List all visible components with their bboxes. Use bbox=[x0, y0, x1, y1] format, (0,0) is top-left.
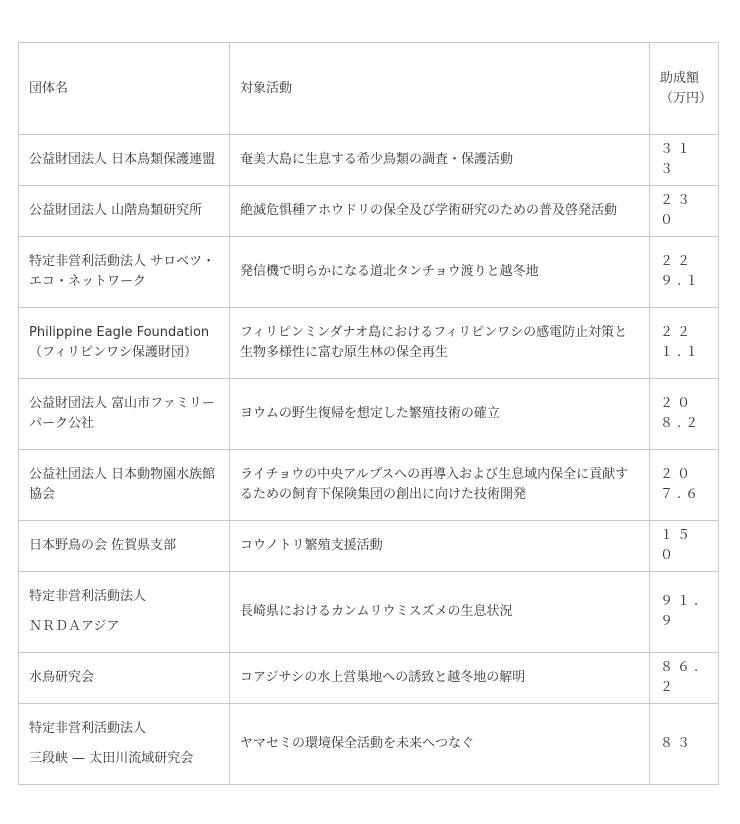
cell-org bbox=[19, 653, 230, 704]
header-activity: 対象活動 bbox=[230, 43, 650, 135]
cell-org bbox=[19, 704, 230, 785]
org-name-line: 公益財団法人 山階鳥類研究所 bbox=[29, 203, 203, 218]
cell-amount: ２２１.１ bbox=[650, 308, 719, 379]
cell-amount: ２３０ bbox=[650, 186, 719, 237]
cell-org bbox=[19, 572, 230, 653]
table-row bbox=[19, 237, 719, 308]
cell-org bbox=[19, 186, 230, 237]
cell-amount: ９１.９ bbox=[650, 572, 719, 653]
table-row bbox=[19, 308, 719, 379]
cell-activity: 奄美大島に生息する希少鳥類の調査・保護活動 bbox=[230, 135, 650, 186]
table-row bbox=[19, 186, 719, 237]
org-name-line: 水鳥研究会 bbox=[29, 670, 95, 685]
cell-org bbox=[19, 135, 230, 186]
org-name-line: Philippine Eagle Foundation（フィリピンワシ保護財団） bbox=[29, 325, 210, 360]
cell-activity: 発信機で明らかになる道北タンチョウ渡りと越冬地 bbox=[230, 237, 650, 308]
cell-activity: 長崎県におけるカンムリウミスズメの生息状況 bbox=[230, 572, 650, 653]
table-row bbox=[19, 704, 719, 785]
table-row bbox=[19, 653, 719, 704]
org-name-line: 公益財団法人 日本鳥類保護連盟 bbox=[29, 152, 216, 167]
cell-activity: ヨウムの野生復帰を想定した繁殖技術の確立 bbox=[230, 379, 650, 450]
cell-activity: コウノトリ繁殖支援活動 bbox=[230, 521, 650, 572]
table-container bbox=[18, 42, 718, 785]
header-org: 団体名 bbox=[19, 43, 230, 135]
table-header-row bbox=[19, 43, 719, 135]
cell-org bbox=[19, 237, 230, 308]
cell-org bbox=[19, 521, 230, 572]
grants-table bbox=[18, 42, 719, 785]
table-row bbox=[19, 379, 719, 450]
table-row bbox=[19, 521, 719, 572]
table-row bbox=[19, 135, 719, 186]
cell-activity: ヤマセミの環境保全活動を未来へつなぐ bbox=[230, 704, 650, 785]
org-name-line: 三段峡 — 太田川流域研究会 bbox=[29, 751, 194, 766]
cell-amount: ２２９.１ bbox=[650, 237, 719, 308]
cell-amount: ２０８.２ bbox=[650, 379, 719, 450]
cell-amount: ２０７.６ bbox=[650, 450, 719, 521]
cell-activity: フィリピンミンダナオ島におけるフィリピンワシの感電防止対策と生物多様性に富む原生林の保全再生 bbox=[230, 308, 650, 379]
org-name-line: ＮＲＤＡアジア bbox=[29, 619, 120, 634]
cell-amount: ８６.２ bbox=[650, 653, 719, 704]
org-name-line: 公益財団法人 富山市ファミリーパーク公社 bbox=[29, 396, 215, 431]
cell-amount: ８３ bbox=[650, 704, 719, 785]
cell-activity: コアジサシの水上営巣地への誘致と越冬地の解明 bbox=[230, 653, 650, 704]
table-row bbox=[19, 450, 719, 521]
cell-activity: ライチョウの中央アルプスへの再導入および生息域内保全に貢献するための飼育下保険集団の創出に向けた技術開発 bbox=[230, 450, 650, 521]
org-name-line: 特定非営利活動法人 bbox=[29, 721, 147, 736]
cell-activity: 絶滅危惧種アホウドリの保全及び学術研究のための普及啓発活動 bbox=[230, 186, 650, 237]
org-name-line: 公益社団法人 日本動物園水族館協会 bbox=[29, 467, 216, 502]
table-row bbox=[19, 572, 719, 653]
header-amount: 助成額（万円） bbox=[650, 43, 719, 135]
cell-org bbox=[19, 379, 230, 450]
org-name-line: 日本野鳥の会 佐賀県支部 bbox=[29, 538, 177, 553]
cell-org bbox=[19, 450, 230, 521]
cell-org bbox=[19, 308, 230, 379]
cell-amount: ３１３ bbox=[650, 135, 719, 186]
org-name-line: 特定非営利活動法人 サロベツ・エコ・ネットワーク bbox=[29, 254, 216, 289]
org-name-line: 特定非営利活動法人 bbox=[29, 589, 147, 604]
cell-amount: １５０ bbox=[650, 521, 719, 572]
